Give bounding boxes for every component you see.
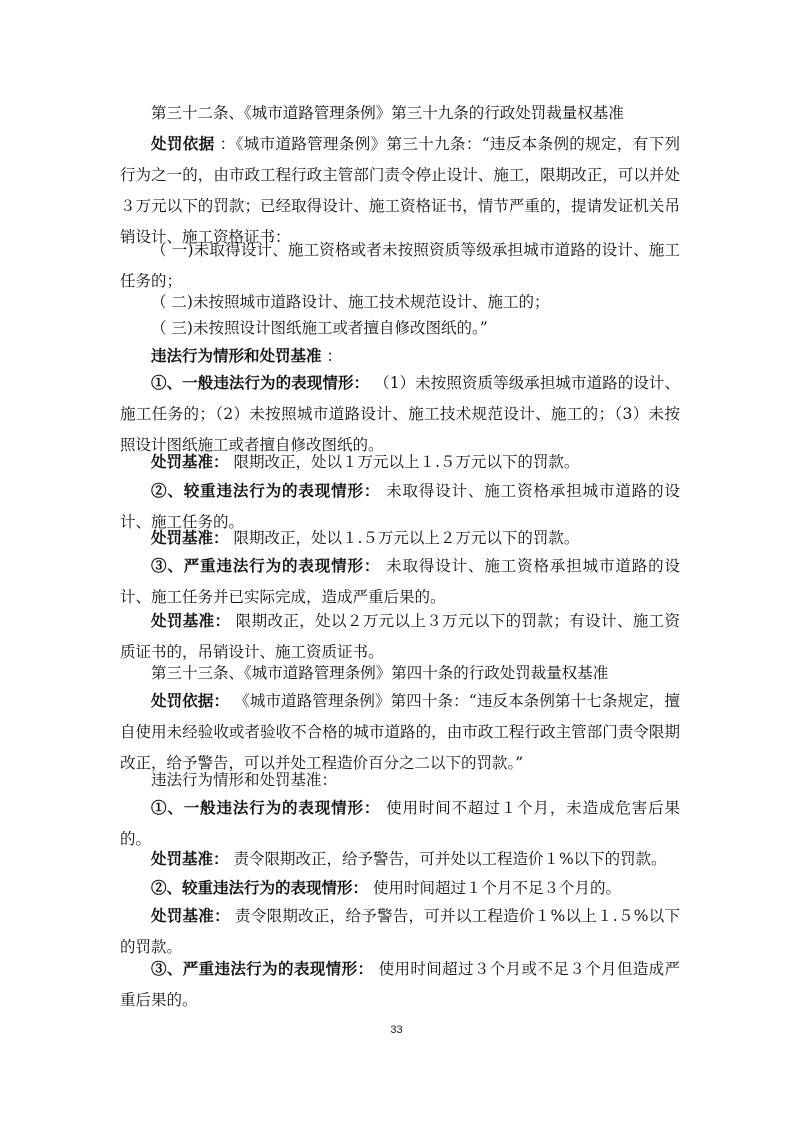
bold-label: 处罚依据： — [151, 691, 230, 710]
paragraph-text: 限期改正，处以２万元以上３万元以下的罚款；有设计、施工资质证书的，吊销设计、施工资质证书。 — [120, 612, 680, 661]
severe-violation-paragraph — [120, 550, 680, 613]
bold-label: 处罚基准： — [151, 611, 231, 630]
article-32-heading — [120, 97, 680, 129]
bold-label: ①、一般违法行为的表现情形： — [151, 798, 381, 817]
paragraph-text: 责令限期改正，给予警告，可并处以工程造价１%以下的罚款。 — [228, 850, 667, 868]
paragraph-text: ：《城市道路管理条例》第三十九条：“违反本条例的规定，有下列行为之一的，由市政工程行政主管部门责令停止设计、施工，限期改正，可以并处３万元以下的罚款；已经取得设计、施工资格证书，情节严重的，提请发证机关吊销设计、施工资格证书： — [120, 135, 680, 246]
bold-label: ③、严重违法行为的表现情形： — [151, 556, 381, 575]
paragraph-text: ： — [321, 347, 342, 365]
bold-label: 处罚基准： — [151, 528, 229, 547]
paragraph-text: 限期改正，处以１.５万元以上２万元以下的罚款。 — [228, 529, 580, 547]
paragraph-text: （ 二)未按照城市道路设计、施工技术规范设计、施工的； — [151, 293, 550, 311]
bold-label: 处罚基准： — [151, 452, 229, 471]
penalty-standard-paragraph — [120, 446, 680, 478]
bold-label: 违法行为情形和处罚基准 — [151, 346, 322, 365]
bold-label: ③、严重违法行为的表现情形： — [151, 959, 374, 978]
bold-label: ②、较重违法行为的表现情形： — [151, 481, 381, 500]
paragraph-text: 使用时间超过３个月或不足３个月但造成严重后果的。 — [120, 960, 680, 1009]
bold-label: ①、一般违法行为的表现情形： — [151, 373, 370, 392]
paragraph-text: 《城市道路管理条例》第四十条：“违反本条例第十七条规定，擅自使用未经验收或者验收不合格的城市道路的，由市政工程行政主管部门责令限期改正，给予警告，可以并处工程造价百分之二以下的罚款。” — [120, 692, 680, 772]
paragraph-text: 使用时间不超过１个月，未造成危害后果的。 — [120, 799, 680, 848]
page-number: 33 — [390, 1024, 403, 1036]
penalty-standard-paragraph — [120, 843, 680, 875]
paragraph-text: 责令限期改正，给予警告，可并以工程造价１%以上１.５%以下的罚款。 — [120, 907, 680, 956]
bold-label: 处罚依据 — [151, 134, 215, 153]
severe-violation-paragraph — [120, 953, 680, 1016]
paragraph-text: 第三十二条、《城市道路管理条例》第三十九条的行政处罚裁量权基准 — [151, 104, 624, 122]
paragraph-text: 限期改正，处以１万元以上１.５万元以下的罚款。 — [228, 453, 580, 471]
paragraph-text: 未取得设计、施工资格承担城市道路的设计、施工任务并已实际完成，造成严重后果的。 — [120, 557, 680, 606]
paragraph-text: （ 三)未按照设计图纸施工或者擅自修改图纸的。” — [151, 319, 488, 337]
paragraph-text: 未取得设计、施工资格承担城市道路的设计、施工任务的。 — [120, 482, 680, 531]
paragraph-text: （1）未按照资质等级承担城市道路的设计、施工任务的；（2）未按照城市道路设计、施工技术规范设计、施工的；（3）未按照设计图纸施工或者擅自修改图纸的。 — [120, 374, 680, 454]
paragraph-text: （ 一)未取得设计、施工资格或者未按照资质等级承担城市道路的设计、施工任务的； — [120, 241, 680, 290]
paragraph-text: 第三十三条、《城市道路管理条例》第四十条的行政处罚裁量权基准 — [151, 664, 609, 682]
bold-label: 处罚基准： — [151, 906, 230, 925]
bold-label: ②、较重违法行为的表现情形： — [151, 878, 369, 897]
bold-label: 处罚基准： — [151, 849, 229, 868]
paragraph-text: 使用时间超过１个月不足３个月的。 — [368, 879, 621, 897]
paragraph-text: 违法行为情形和处罚基准： — [151, 771, 338, 789]
